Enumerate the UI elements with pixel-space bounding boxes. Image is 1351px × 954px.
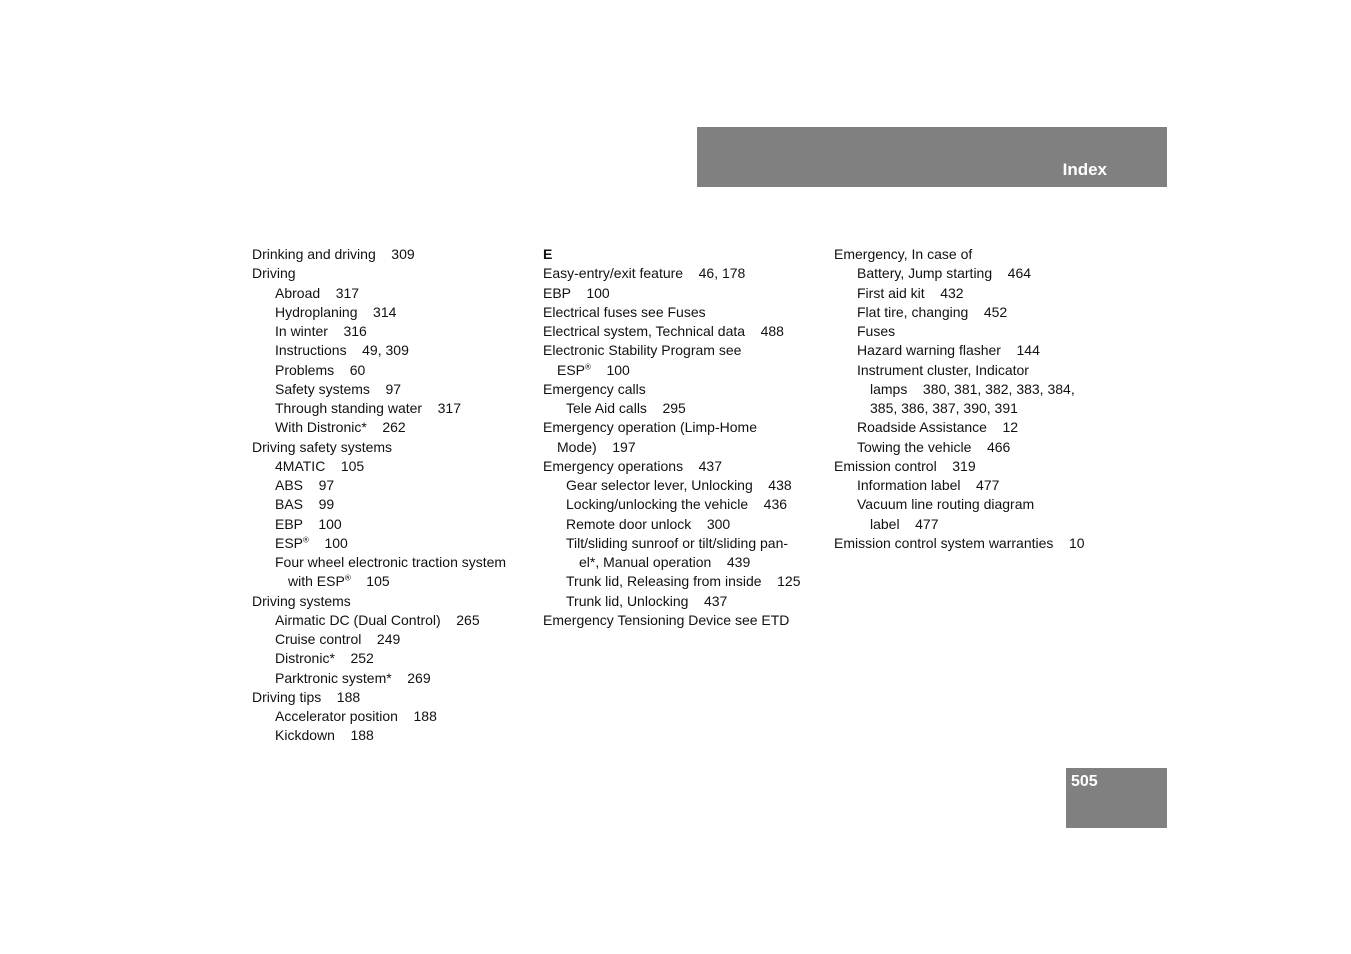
index-entry [543, 322, 828, 341]
index-column-1 [252, 245, 532, 746]
index-entry-text: Roadside Assistance 12 [857, 419, 1019, 436]
index-entry-text: Emission control 319 [834, 457, 976, 474]
index-entry-text: Battery, Jump starting 464 [857, 265, 1032, 282]
index-column-3 [834, 245, 1124, 553]
index-entry [252, 630, 532, 649]
page-number: 505 [1071, 773, 1098, 790]
index-entry-text: Towing the vehicle 466 [857, 438, 1011, 455]
index-entry-text: Emergency calls [543, 380, 646, 397]
index-entry [543, 399, 828, 418]
index-entry [252, 476, 532, 495]
index-entry-text: Kickdown 188 [275, 727, 374, 744]
index-entry [834, 399, 1124, 418]
index-entry [834, 264, 1124, 283]
index-entry [252, 688, 532, 707]
index-entry-text: Safety systems 97 [275, 380, 402, 397]
index-entry [834, 515, 1124, 534]
index-entry [252, 592, 532, 611]
index-entry [252, 284, 532, 303]
index-entry [543, 361, 828, 380]
index-entry-pages: 100 [590, 361, 630, 378]
index-entry-text: Problems 60 [275, 361, 366, 378]
index-entry [252, 361, 532, 380]
index-entry [543, 418, 828, 437]
index-entry [252, 726, 532, 745]
index-entry [252, 669, 532, 688]
index-entry [252, 707, 532, 726]
index-entry-text: ESP [557, 361, 586, 378]
index-entry-text: Fuses [857, 323, 896, 339]
page-title: Index [1062, 160, 1107, 179]
index-entry-text: Trunk lid, Releasing from inside 125 [566, 573, 801, 590]
index-entry [543, 592, 828, 611]
index-entry-text: Driving tips 188 [252, 688, 361, 705]
index-entry [543, 495, 828, 514]
index-entry-text: Driving safety systems [252, 438, 393, 455]
index-entry [834, 495, 1124, 514]
index-entry-text: Accelerator position 188 [275, 708, 437, 724]
index-entry-text: Airmatic DC (Dual Control) 265 [275, 611, 480, 628]
index-entry-text: First aid kit 432 [857, 284, 964, 301]
index-entry-text: Electronic Stability Program see [543, 342, 742, 359]
index-entry-text: Electrical system, Technical data 488 [543, 323, 784, 339]
index-entry [252, 534, 532, 553]
index-entry [543, 245, 828, 264]
index-entry-text: Emergency operation (Limp-Home [543, 419, 757, 436]
index-entry-text: Emergency operations 437 [543, 457, 722, 474]
index-entry [252, 649, 532, 668]
index-entry [543, 303, 828, 322]
index-entry [252, 457, 532, 476]
index-entry [252, 438, 532, 457]
index-entry-text: Parktronic system* 269 [275, 669, 431, 686]
index-entry [543, 284, 828, 303]
index-entry [252, 572, 532, 591]
registered-mark: ® [585, 361, 591, 371]
index-entry-text: Instructions 49, 309 [275, 342, 409, 359]
index-entry [543, 515, 828, 534]
index-entry [252, 515, 532, 534]
index-entry-text: Emergency Tensioning Device see ETD [543, 611, 790, 628]
index-entry [252, 495, 532, 514]
index-entry [834, 341, 1124, 360]
index-entry-text: EBP 100 [275, 515, 342, 532]
index-entry [543, 438, 828, 457]
index-entry [834, 438, 1124, 457]
index-entry [543, 572, 828, 591]
index-entry [252, 611, 532, 630]
index-entry-text: Driving systems [252, 592, 351, 609]
index-entry [252, 399, 532, 418]
index-entry [252, 264, 532, 283]
index-entry-text: Mode) 197 [557, 438, 636, 455]
index-entry-text: el*, Manual operation 439 [579, 554, 751, 570]
index-entry-text: Emergency, In case of [834, 246, 973, 262]
index-entry-text: 385, 386, 387, 390, 391 [870, 400, 1018, 416]
index-entry-text: lamps 380, 381, 382, 383, 384, [870, 380, 1075, 397]
index-entry-text: Electrical fuses see Fuses [543, 303, 706, 320]
index-entry-text: ESP [275, 534, 304, 551]
index-entry-text: E [543, 246, 553, 262]
index-entry [252, 418, 532, 437]
index-entry-text: Remote door unlock 300 [566, 515, 731, 532]
index-entry-text: Through standing water 317 [275, 400, 462, 416]
index-entry [834, 361, 1124, 380]
index-entry-pages: 105 [350, 573, 390, 590]
index-entry-text: EBP 100 [543, 284, 610, 301]
index-entry [543, 457, 828, 476]
index-entry [252, 341, 532, 360]
index-entry-text: Hydroplaning 314 [275, 303, 397, 320]
index-entry-text: Vacuum line routing diagram [857, 496, 1035, 513]
index-entry-text: Abroad 317 [275, 284, 360, 301]
index-entry [834, 534, 1124, 553]
index-entry-text: Flat tire, changing 452 [857, 303, 1008, 320]
index-entry [834, 380, 1124, 399]
index-entry-text: Locking/unlocking the vehicle 436 [566, 496, 788, 513]
index-entry-text: Easy-entry/exit feature 46, 178 [543, 265, 746, 282]
index-entry [543, 476, 828, 495]
index-entry [252, 245, 532, 264]
index-entry-text: Cruise control 249 [275, 631, 401, 647]
index-entry-text: Instrument cluster, Indicator [857, 361, 1029, 378]
index-entry [834, 476, 1124, 495]
index-entry [834, 418, 1124, 437]
index-entry-text: BAS 99 [275, 496, 335, 513]
index-entry-text: Trunk lid, Unlocking 437 [566, 592, 728, 609]
index-entry-text: Information label 477 [857, 477, 1000, 493]
index-entry-text: label 477 [870, 515, 939, 532]
index-entry-text: ABS 97 [275, 477, 335, 493]
index-entry [834, 284, 1124, 303]
registered-mark: ® [344, 573, 351, 583]
index-entry-text: Hazard warning flasher 144 [857, 342, 1040, 359]
index-entry-text: 4MATIC 105 [275, 457, 365, 474]
index-entry [543, 380, 828, 399]
index-entry-text: Gear selector lever, Unlocking 438 [566, 477, 792, 493]
index-entry-text: With Distronic* 262 [275, 419, 406, 436]
index-entry-text: Driving [252, 265, 296, 282]
index-entry-text: Distronic* 252 [275, 650, 374, 667]
page-number-box [1066, 768, 1167, 828]
index-entry [834, 457, 1124, 476]
index-entry [252, 380, 532, 399]
index-entry [252, 322, 532, 341]
index-entry-text: with ESP [288, 573, 345, 590]
index-entry [543, 341, 828, 360]
header-bar [697, 127, 1167, 187]
registered-mark: ® [303, 535, 309, 545]
index-entry-text: Tele Aid calls 295 [566, 400, 686, 416]
index-column-2 [543, 245, 828, 630]
index-entry [543, 264, 828, 283]
index-entry-text: Emission control system warranties 10 [834, 534, 1085, 551]
index-entry-pages: 100 [308, 534, 348, 551]
index-entry [834, 322, 1124, 341]
index-entry [252, 553, 532, 572]
index-entry-text: Drinking and driving 309 [252, 246, 415, 262]
index-entry-text: Tilt/sliding sunroof or tilt/sliding pan- [566, 534, 789, 551]
index-entry-text: Four wheel electronic traction system [275, 554, 507, 570]
index-entry [543, 611, 828, 630]
index-entry [543, 534, 828, 553]
index-entry [834, 303, 1124, 322]
index-entry [834, 245, 1124, 264]
index-entry [252, 303, 532, 322]
index-entry-text: In winter 316 [275, 323, 367, 339]
index-entry [543, 553, 828, 572]
